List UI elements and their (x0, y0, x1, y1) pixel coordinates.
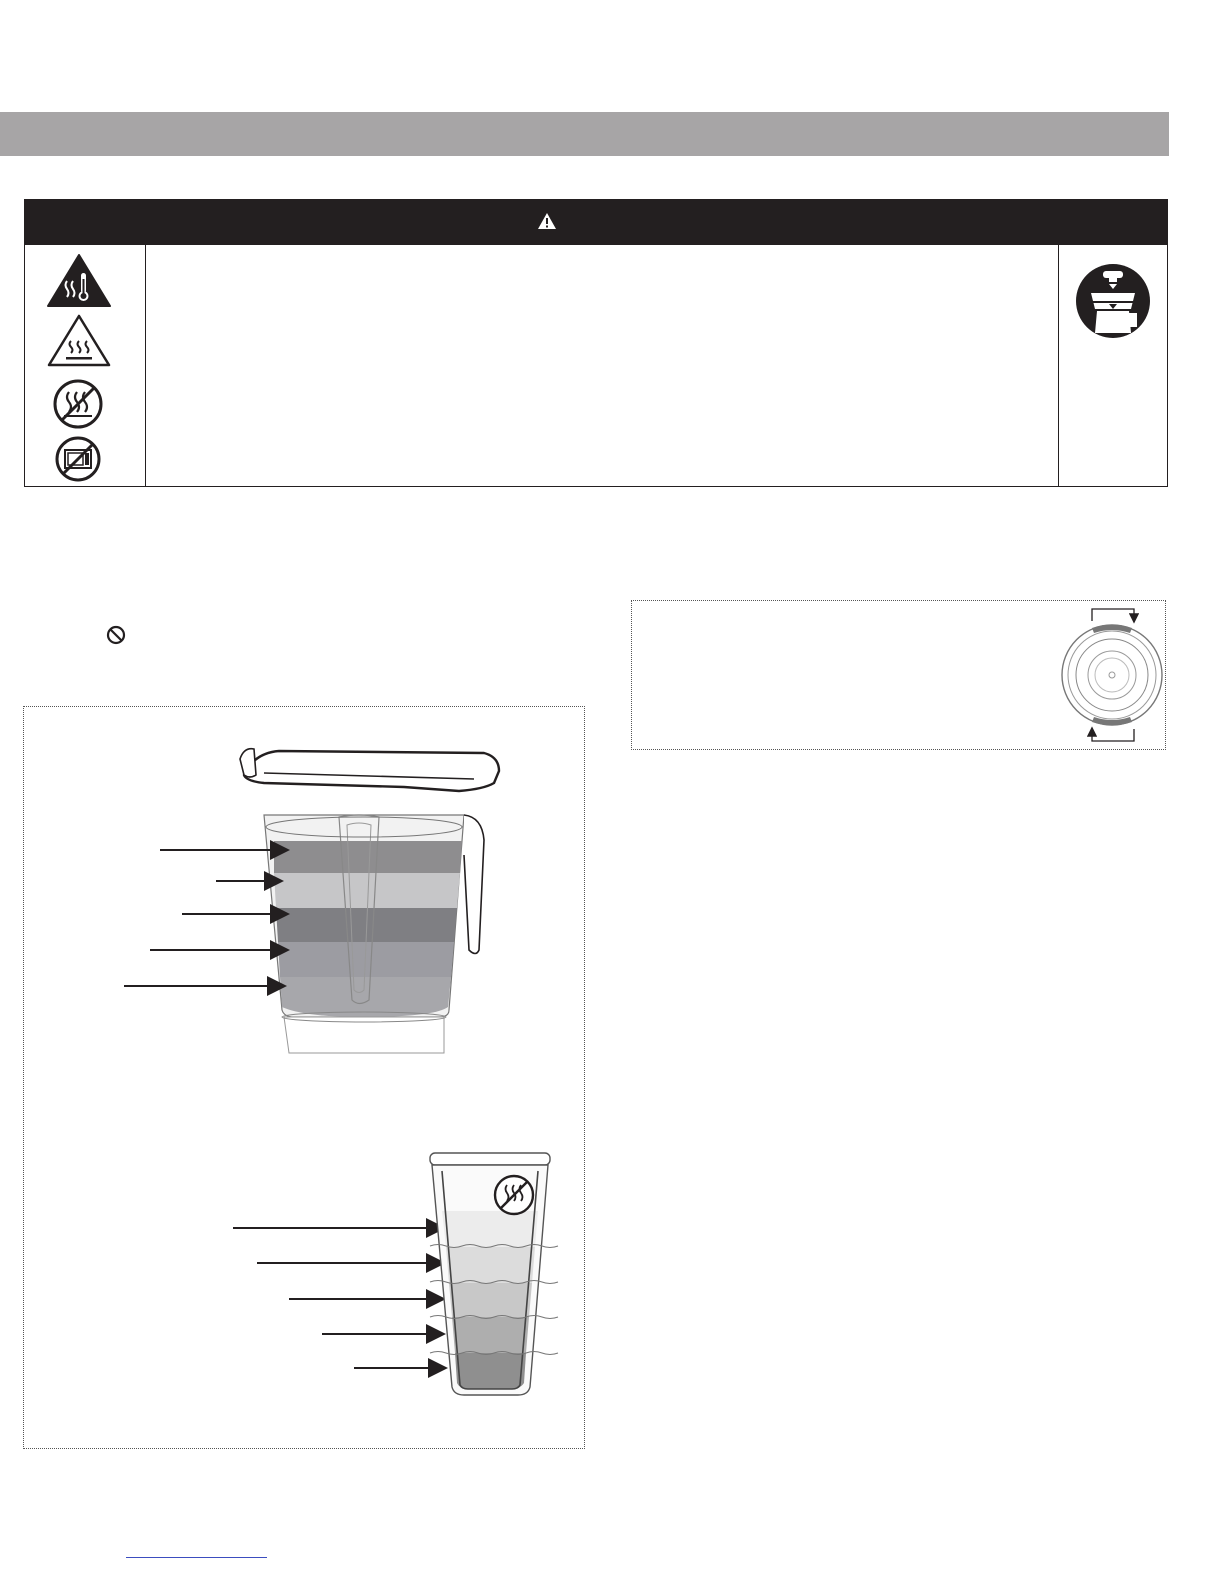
section-header-bar (0, 112, 1169, 156)
lid-diagram-panel (631, 600, 1166, 750)
hot-contents-thermometer-icon (46, 253, 112, 308)
warning-panel (24, 199, 1168, 487)
no-microwave-icon (54, 435, 102, 483)
warning-icon-column (25, 245, 146, 487)
warning-text-area (145, 245, 1058, 487)
hot-surface-icon (46, 313, 112, 368)
secure-lid-icon (1075, 263, 1151, 339)
no-steam-heat-icon (495, 1176, 533, 1214)
footer-link-underline[interactable] (126, 1557, 267, 1558)
warning-header (25, 200, 1167, 245)
prohibition-icon (106, 625, 126, 645)
container-fill-figure (23, 706, 585, 1449)
tall-container-illustration (420, 1147, 560, 1407)
lid-rotation-diagram (1056, 603, 1164, 747)
warning-triangle-icon (537, 212, 557, 230)
no-steam-heat-icon (52, 378, 104, 430)
warning-right-column (1058, 245, 1169, 487)
